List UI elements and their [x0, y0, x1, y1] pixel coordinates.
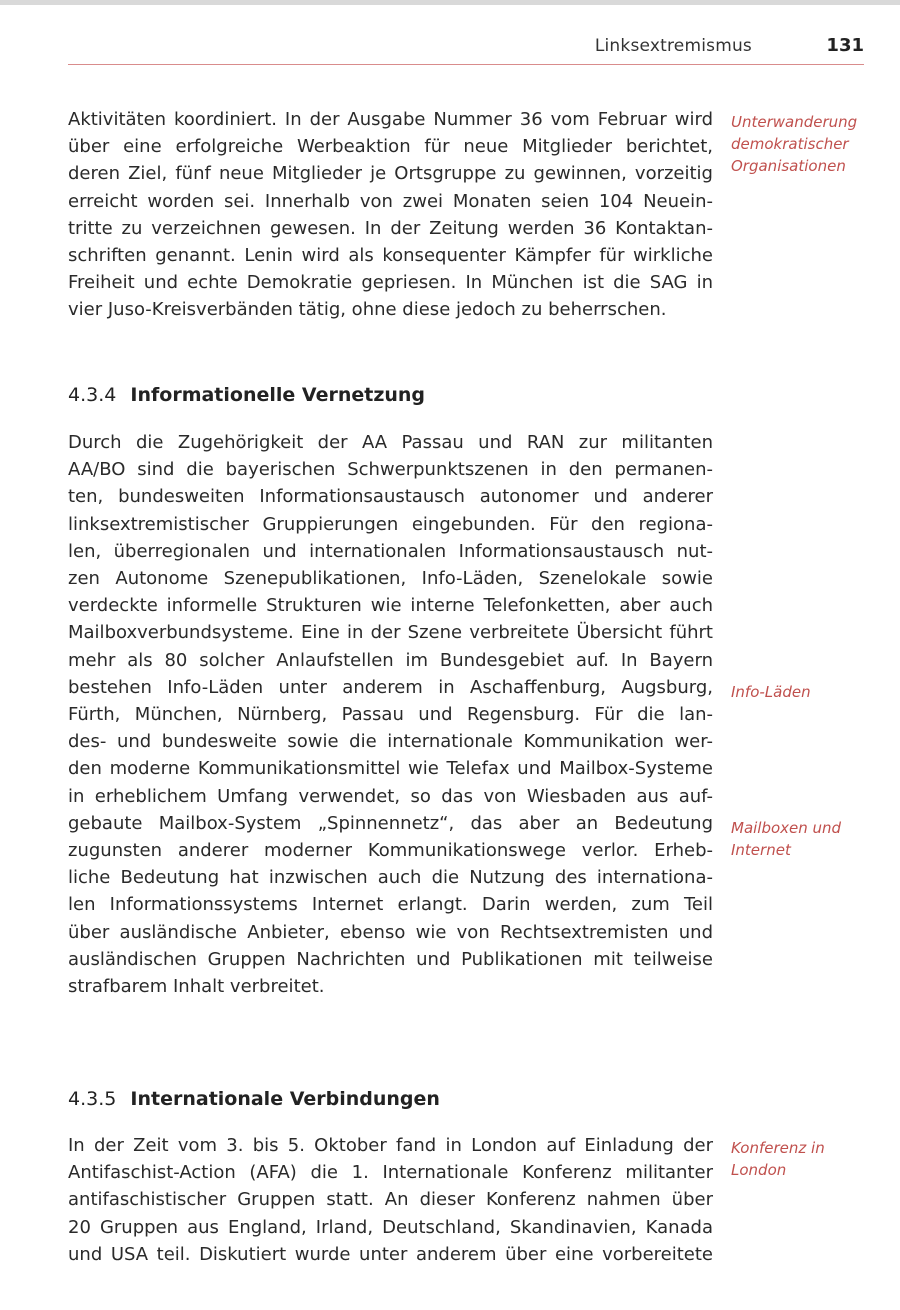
text-line: schriften genannt. Lenin wird als konsequenter Kämpfer für wirkliche: [68, 245, 713, 267]
text-line: erreicht worden sei. Innerhalb von zwei Monaten seien 104 Neuein-: [68, 190, 713, 212]
text-line: den moderne Kommunikationsmittel wie Telefax und Mailbox-Systeme: [68, 758, 713, 780]
text-line: AA/BO sind die bayerischen Schwerpunktszenen in den permanen-: [68, 459, 713, 481]
text-line: In der Zeit vom 3. bis 5. Oktober fand in London auf Einladung der: [68, 1135, 713, 1156]
paragraph-434: [68, 429, 713, 1000]
text-line: zugunsten anderer moderner Kommunikationswege verlor. Erheb-: [68, 840, 713, 862]
text-line: zen Autonome Szenepublikationen, Info-Läden, Szenelokale sowie: [68, 568, 713, 590]
text-line: linksextremistischer Gruppierungen eingebunden. Für den regiona-: [68, 513, 713, 535]
text-line: liche Bedeutung hat inzwischen auch die Nutzung des internationa-: [68, 867, 713, 889]
intro-paragraph: [68, 106, 713, 324]
header-rule: [68, 64, 864, 65]
text-line: len, überregionalen und internationalen Informationsaustausch nut-: [68, 540, 713, 562]
text-line: ten, bundesweiten Informationsaustausch autonomer und anderer: [68, 486, 713, 508]
section-number: 4.3.4: [68, 384, 117, 406]
text-line: ausländischen Gruppen Nachrichten und Publikationen mit teilweise: [68, 948, 713, 970]
section-heading-435: [68, 1088, 440, 1110]
text-line: antifaschistischer Gruppen statt. An dieser Konferenz nahmen über: [68, 1189, 713, 1211]
text-line: tritte zu verzeichnen gewesen. In der Zeitung werden 36 Kontaktan-: [68, 217, 713, 239]
running-header: [68, 32, 864, 66]
text-line: Mailboxverbundsysteme. Eine in der Szene verbreitete Übersicht führt: [68, 622, 713, 644]
text-line: Antifaschist-Action (AFA) die 1. Internationale Konferenz militanter: [68, 1162, 713, 1184]
margin-note-info-laeden: Info-Läden: [731, 683, 811, 701]
text-line: über eine erfolgreiche Werbeaktion für neue Mitglieder berichtet,: [68, 136, 713, 158]
text-line: 20 Gruppen aus England, Irland, Deutschland, Skandinavien, Kanada: [68, 1216, 713, 1238]
running-title: Linksextremismus: [594, 36, 752, 56]
text-line: deren Ziel, fünf neue Mitglieder je Ortsgruppe zu gewinnen, vorzeitig: [68, 163, 713, 185]
text-line: bestehen Info-Läden unter anderem in Aschaffenburg, Augsburg,: [68, 676, 713, 698]
text-line: verdeckte informelle Strukturen wie interne Telefonketten, aber auch: [68, 595, 713, 617]
text-line: Fürth, München, Nürnberg, Passau und Regensburg. Für die lan-: [68, 704, 713, 726]
text-line: des- und bundesweite sowie die internationale Kommunikation wer-: [68, 731, 713, 753]
section-number: 4.3.5: [68, 1088, 117, 1110]
text-line: Aktivitäten koordiniert. In der Ausgabe Nummer 36 vom Februar wird: [68, 109, 713, 130]
section-title: Internationale Verbindungen: [130, 1088, 440, 1110]
margin-note-konferenz: Konferenz in London: [731, 1139, 825, 1179]
text-line: über ausländische Anbieter, ebenso wie von Rechtsextremisten und: [68, 921, 713, 943]
text-line: Freiheit und echte Demokratie gepriesen. In München ist die SAG in: [68, 272, 713, 294]
margin-note-unterwanderung: Unterwanderung demokratischer Organisationen: [731, 113, 858, 175]
paragraph-435: [68, 1132, 713, 1268]
page-top-edge: [0, 0, 900, 5]
page-number: 131: [826, 35, 864, 56]
text-line: in erheblichem Umfang verwendet, so das von Wiesbaden aus auf-: [68, 785, 713, 807]
text-line: und USA teil. Diskutiert wurde unter anderem über eine vorbereitete: [68, 1243, 713, 1265]
text-line: Durch die Zugehörigkeit der AA Passau und RAN zur militanten: [68, 432, 713, 453]
section-title: Informationelle Vernetzung: [130, 384, 426, 406]
text-line: len Informationssystems Internet erlangt. Darin werden, zum Teil: [68, 894, 713, 916]
section-heading-434: [68, 384, 425, 406]
margin-note-mailboxen: Mailboxen und Internet: [731, 819, 842, 859]
text-line: strafbarem Inhalt verbreitet.: [68, 976, 325, 998]
text-line: vier Juso-Kreisverbänden tätig, ohne diese jedoch zu beherrschen.: [68, 299, 667, 321]
text-line: mehr als 80 solcher Anlaufstellen im Bundesgebiet auf. In Bayern: [68, 649, 713, 671]
text-line: gebaute Mailbox-System „Spinnennetz“, das aber an Bedeutung: [68, 812, 713, 834]
